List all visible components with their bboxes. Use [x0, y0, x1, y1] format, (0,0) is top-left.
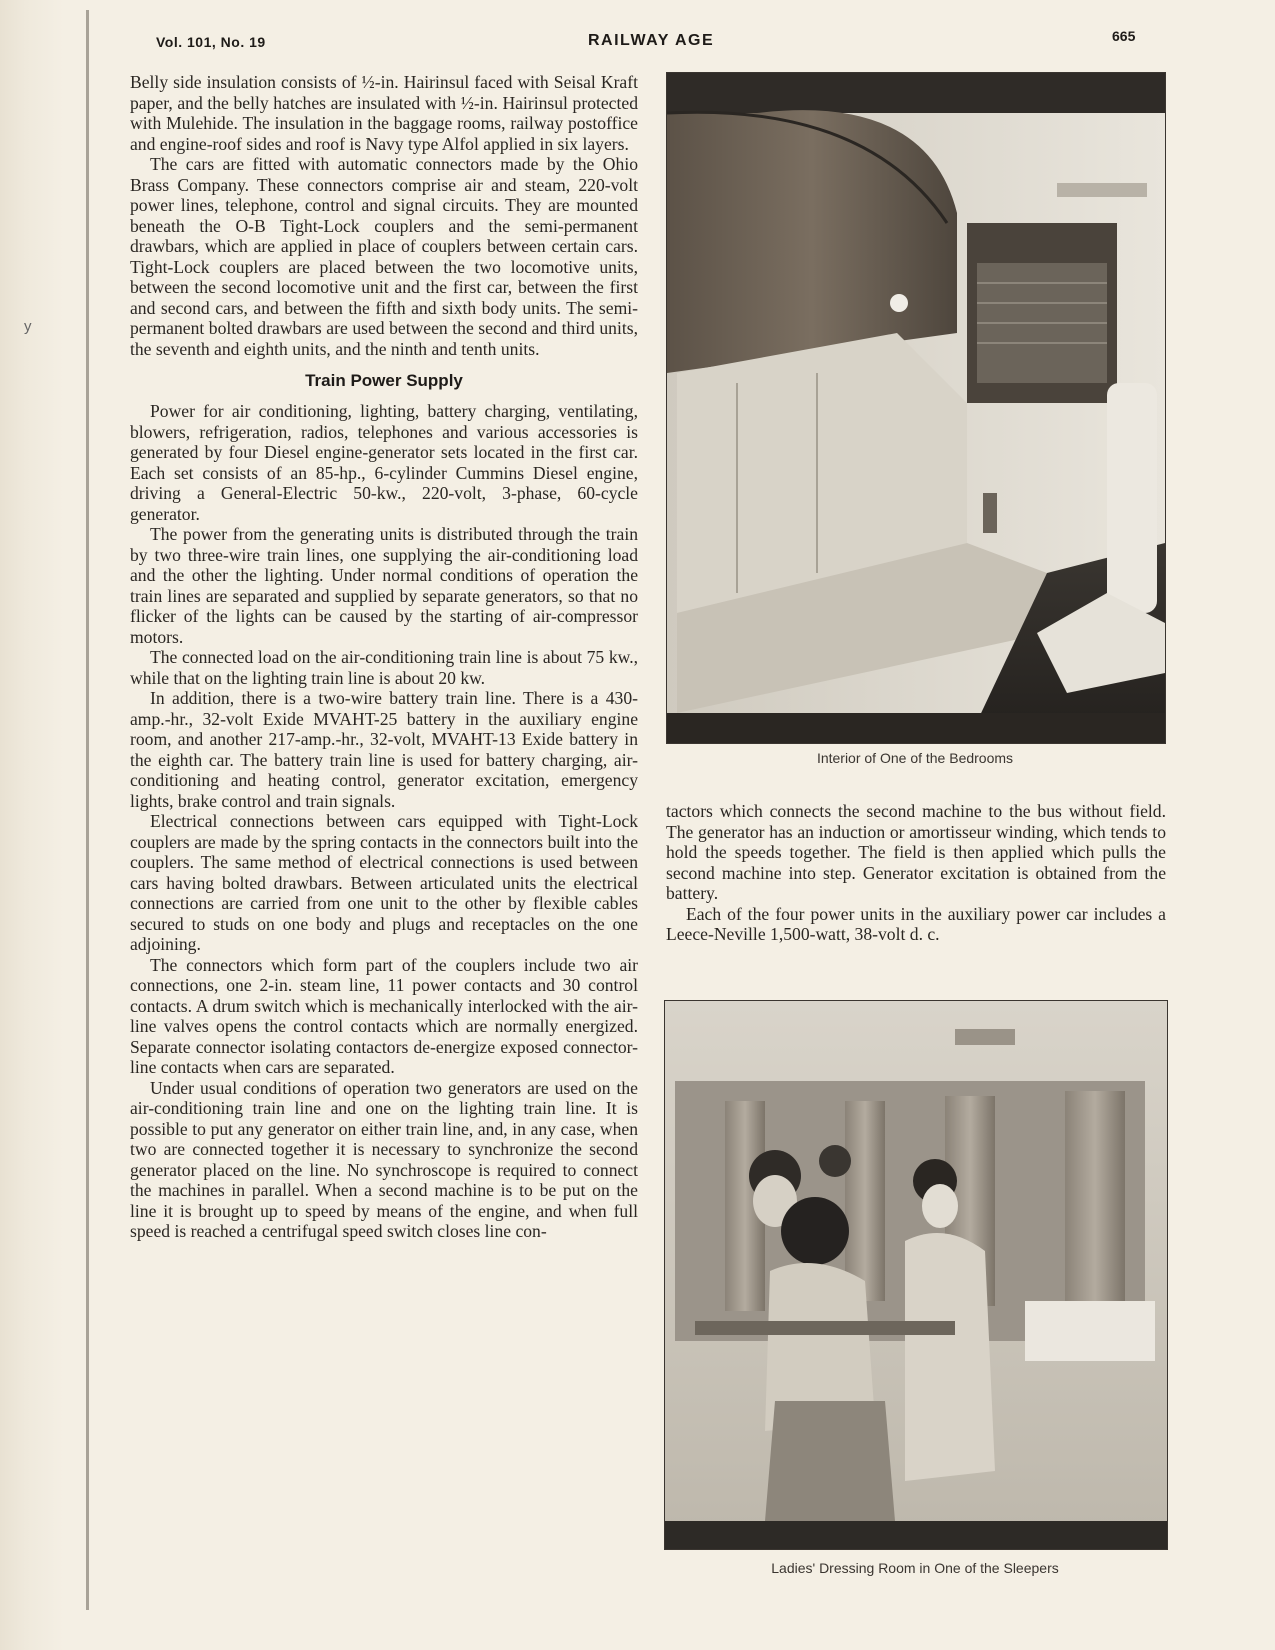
page-spine-shadow — [0, 0, 64, 1650]
binding-rule — [86, 10, 89, 1610]
paragraph: tactors which connects the second machine to the bus without field. The generator has an induction or amortisseur winding, which tends to hold the speeds together. The field is then applied which pulls the second machine into step. Generator excitation is obtained from the battery. — [666, 801, 1166, 903]
photo-caption: Interior of One of the Bedrooms — [816, 750, 1014, 766]
left-text-column — [130, 72, 638, 1242]
photo-dressing-room-illustration — [665, 1001, 1167, 1549]
paragraph: The cars are fitted with automatic connectors made by the Ohio Brass Company. These connectors comprise air and steam, 220-volt power lines, telephone, control and signal circuits. They are mounted beneath the O-B Tight-Lock couplers and the semi-permanent drawbars, which are applied in place of couplers between certain cars. Tight-Lock couplers are placed between the two locomotive units, between the second locomotive unit and the first car, between the first and second cars, and between the fifth and sixth body units. The semi-permanent bolted drawbars are used between the second and third units, the seventh and eighth units, and the ninth and tenth units. — [130, 154, 638, 359]
section-subheading: Train Power Supply — [305, 371, 463, 390]
paragraph: Power for air conditioning, lighting, battery charging, ventilating, blowers, refrigeration, radios, telephones and various accessories is generated by four Diesel engine-generator sets located in the first car. Each set consists of an 85-hp., 6-cylinder Cummins Diesel engine, driving a General-Electric 50-kw., 220-volt, 3-phase, 60-cycle generator. — [130, 401, 638, 524]
paragraph: The connectors which form part of the couplers include two air connections, one 2-in. steam line, 11 power contacts and 30 control contacts. A drum switch which is mechanically interlocked with the air-line valves opens the control contacts which are normally energized. Separate connector isolating contactors de-energize exposed connector-line contacts when cars are separated. — [130, 954, 638, 1077]
page-number: 665 — [1112, 28, 1136, 44]
photo-bedroom-interior — [666, 72, 1166, 744]
paragraph: Each of the four power units in the auxiliary power car includes a Leece-Neville 1,500-watt, 38-volt d. c. — [666, 903, 1166, 944]
photo-caption: Ladies' Dressing Room in One of the Sleepers — [771, 1560, 1059, 1576]
paragraph: Belly side insulation consists of ½-in. Hairinsul faced with Seisal Kraft paper, and the belly hatches are insulated with ½-in. Hairinsul protected with Mulehide. The insulation in the baggage rooms, railway postoffice and engine-roof sides and roof is Navy type Alfol applied in six layers. — [130, 72, 638, 154]
photo-bedroom-illustration — [667, 73, 1165, 743]
running-head-volume: Vol. 101, No. 19 — [156, 34, 266, 50]
paragraph: The power from the generating units is distributed through the train by two three-wire train lines, one supplying the air-conditioning load and the other the lighting. Under normal conditions of operation the train lines are separated and supplied by separate generators, so that no flicker of the lights can be caused by the starting of air-compressor motors. — [130, 524, 638, 647]
paragraph: Electrical connections between cars equipped with Tight-Lock couplers are made by the spring contacts in the connectors built into the couplers. The same method of electrical connections is used between cars having bolted drawbars. Between articulated units the electrical connections are carried from one unit to the other by flexible cables secured to studs on one body and plugs and receptacles on the one adjoining. — [130, 811, 638, 954]
paragraph: Under usual conditions of operation two generators are used on the air-conditioning train line and one on the lighting train line. It is possible to put any generator on either train line, and, in any case, when two are connected together it is necessary to synchronize the second generator placed on the line. No synchroscope is required to connect the machines in parallel. When a second machine is to be put on the line it is brought up to speed by means of the engine, and when full speed is reached a centrifugal speed switch closes line con- — [130, 1077, 638, 1241]
photo-dressing-room — [664, 1000, 1168, 1550]
paragraph: The connected load on the air-conditioning train line is about 75 kw., while that on the lighting train line is about 20 kw. — [130, 647, 638, 688]
right-text-column — [666, 801, 1166, 945]
running-head-journal: RAILWAY AGE — [588, 32, 715, 49]
margin-mark: y — [24, 318, 32, 335]
paragraph: In addition, there is a two-wire battery train line. There is a 430-amp.-hr., 32-volt Exide MVAHT-25 battery in the auxiliary engine room, and another 217-amp.-hr., 32-volt, MVAHT-13 Exide battery in the eighth car. The battery train line is used for battery charging, air-conditioning and heating control, generator excitation, emergency lights, brake control and train signals. — [130, 688, 638, 811]
